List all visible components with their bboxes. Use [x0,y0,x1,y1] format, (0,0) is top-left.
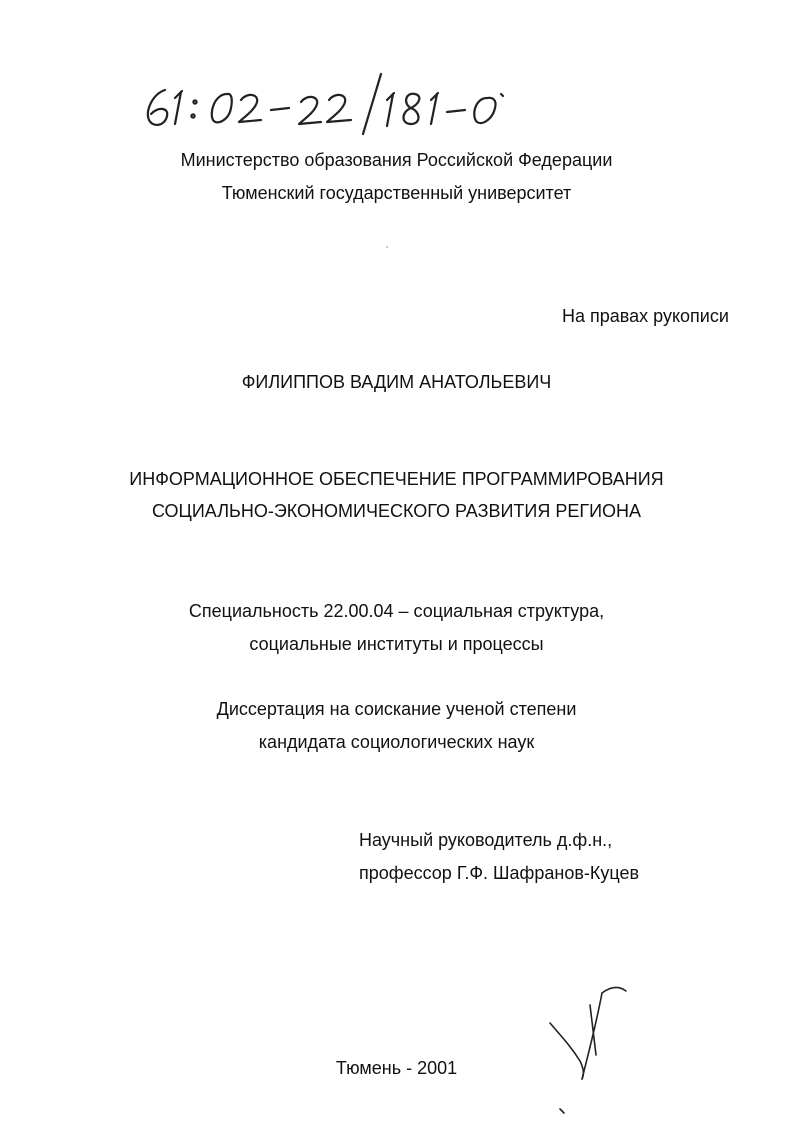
specialty-line-2: социальные институты и процессы [249,634,544,654]
handwritten-archive-number [135,68,525,138]
handwritten-signature [540,975,650,1115]
place-and-year: Тюмень - 2001 [335,1058,458,1078]
scan-speck [386,246,388,248]
university-name: Тюменский государственный университет [221,183,572,203]
manuscript-note: На правах рукописи [562,306,729,326]
supervisor-line-2: профессор Г.Ф. Шафранов-Куцев [359,863,640,883]
thesis-title-line-2: СОЦИАЛЬНО-ЭКОНОМИЧЕСКОГО РАЗВИТИЯ РЕГИОНА [151,501,642,521]
ministry-name: Министерство образования Российской Федерации [180,150,613,170]
author-name: ФИЛИППОВ ВАДИМ АНАТОЛЬЕВИЧ [241,372,552,392]
degree-line-2: кандидата социологических наук [258,732,535,752]
supervisor-line-1: Научный руководитель д.ф.н., [359,830,613,850]
specialty-line-1: Специальность 22.00.04 – социальная структура, [188,601,605,621]
degree-line-1: Диссертация на соискание ученой степени [216,699,577,719]
thesis-title-line-1: ИНФОРМАЦИОННОЕ ОБЕСПЕЧЕНИЕ ПРОГРАММИРОВАНИЯ [129,469,664,489]
